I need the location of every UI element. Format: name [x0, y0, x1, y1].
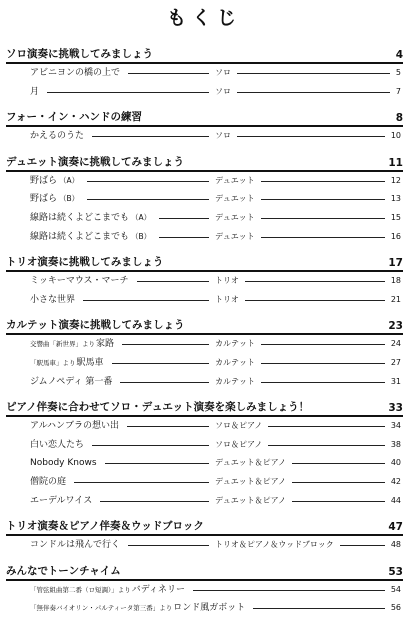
leader-line — [268, 426, 385, 427]
section-title: ピアノ伴奏に合わせてソロ・デュエット演奏を楽しみましょう！ — [6, 401, 310, 414]
leader-line — [128, 73, 209, 74]
toc-section — [0, 109, 409, 146]
toc-entry[interactable] — [0, 291, 409, 310]
entry-title — [30, 476, 66, 488]
section-heading[interactable] — [6, 317, 403, 335]
entry-page-number: 31 — [390, 376, 401, 386]
page-title: もくじ — [166, 7, 242, 29]
toc-entry[interactable] — [0, 473, 409, 492]
entry-title — [30, 193, 79, 205]
section-heading[interactable] — [6, 154, 403, 172]
entry-title-main: 白い恋人たち — [30, 439, 85, 450]
section-heading[interactable] — [6, 46, 403, 64]
section-page-number: 47 — [388, 521, 403, 534]
leader-line — [92, 136, 209, 137]
leader-line — [237, 136, 385, 137]
entry-title — [30, 86, 39, 98]
toc-entry[interactable] — [0, 599, 409, 618]
leader-line — [120, 382, 209, 383]
leader-line — [193, 590, 385, 591]
entry-title — [30, 584, 185, 596]
leader-line — [137, 281, 209, 282]
entry-title — [30, 275, 129, 287]
section-page-number: 53 — [388, 565, 403, 578]
toc-entry[interactable] — [0, 190, 409, 209]
leader-line — [74, 482, 209, 483]
entry-page-number: 42 — [390, 476, 401, 486]
entry-title — [30, 67, 120, 79]
leader-line — [122, 344, 209, 345]
section-page-number: 33 — [388, 402, 403, 415]
entry-title-suffix: （A） — [59, 175, 80, 185]
section-page-number: 4 — [395, 49, 403, 61]
entry-title-prefix: 「駅馬車」より — [30, 358, 76, 367]
entry-title-main: ロンド風ガボット — [173, 603, 246, 614]
section-title: トリオ演奏＆ピアノ伴奏＆ウッドブロック — [6, 520, 204, 533]
entry-type: デュエット＆ピアノ — [215, 476, 286, 486]
entry-type: カルテット — [215, 357, 255, 367]
leader-line — [159, 237, 209, 238]
entry-page-number: 7 — [395, 86, 401, 96]
entry-type: トリオ — [215, 294, 239, 304]
entry-title — [30, 130, 84, 142]
entry-page-number: 38 — [390, 439, 401, 449]
entry-type: ソロ — [215, 86, 231, 96]
section-page-number: 23 — [388, 320, 403, 333]
toc-section — [0, 254, 409, 309]
leader-line — [261, 344, 385, 345]
entry-type: デュエット＆ピアノ — [215, 458, 286, 468]
toc-section — [0, 46, 409, 101]
leader-line — [105, 463, 209, 464]
leader-line — [87, 199, 209, 200]
entry-page-number: 27 — [390, 357, 401, 367]
section-title: みんなでトーンチャイム — [6, 564, 121, 577]
entry-title — [30, 420, 119, 432]
section-heading[interactable] — [6, 109, 403, 127]
leader-line — [92, 445, 209, 446]
entry-title-main: コンドルは飛んで行く — [30, 540, 121, 551]
entry-title-main: 僧院の庭 — [30, 476, 67, 487]
entry-page-number: 15 — [390, 212, 401, 222]
leader-line — [261, 199, 385, 200]
entry-title-suffix: （B） — [131, 231, 152, 241]
section-title: デュエット演奏に挑戦してみましょう — [6, 155, 184, 168]
toc-entry[interactable] — [0, 209, 409, 228]
entry-title-main: かえるのうた — [30, 131, 85, 142]
entry-page-number: 12 — [390, 175, 401, 185]
leader-line — [340, 545, 385, 546]
entry-title-main: 野ばら — [30, 194, 58, 205]
entry-page-number: 18 — [390, 276, 401, 286]
entry-title-main: Nobody Knows — [30, 458, 97, 469]
toc-entry[interactable] — [0, 536, 409, 555]
entry-type: デュエット — [215, 212, 255, 222]
section-title: ソロ演奏に挑戦してみましょう — [6, 48, 153, 60]
toc-entry[interactable] — [0, 454, 409, 473]
entry-page-number: 48 — [390, 540, 401, 550]
toc-section — [0, 154, 409, 246]
entry-title — [30, 439, 84, 451]
entry-title-main: バディネリー — [131, 584, 186, 595]
entry-title — [30, 357, 104, 369]
entry-title-main: アビニヨンの橋の上で — [30, 68, 121, 78]
entry-title — [30, 539, 120, 551]
entry-title — [30, 338, 114, 350]
leader-line — [245, 300, 385, 301]
toc-entry[interactable] — [0, 354, 409, 373]
leader-line — [261, 363, 385, 364]
entry-page-number: 44 — [390, 495, 401, 505]
entry-title-main: 線路は続くよどこまでも — [30, 212, 130, 223]
entry-title-main: エーデルワイス — [30, 495, 93, 506]
entry-type: トリオ＆ピアノ＆ウッドブロック — [215, 540, 334, 550]
entry-type: トリオ — [215, 276, 239, 286]
leader-line — [261, 218, 385, 219]
leader-line — [159, 218, 209, 219]
entry-title — [30, 294, 75, 306]
section-heading[interactable] — [6, 399, 403, 417]
entry-type: デュエット — [215, 231, 255, 241]
entry-type: カルテット — [215, 376, 255, 386]
entry-title-main: 小さな世界 — [30, 294, 76, 305]
toc-section — [0, 399, 409, 510]
entry-title-prefix: 「無伴奏バイオリン・パルティータ第三番」より — [30, 604, 173, 613]
entry-type: カルテット — [215, 339, 255, 349]
toc-entry[interactable] — [0, 172, 409, 191]
leader-line — [261, 181, 385, 182]
entry-type: デュエット — [215, 194, 255, 204]
section-title: フォー・イン・ハンドの練習 — [6, 111, 142, 124]
leader-line — [83, 300, 209, 301]
entry-title — [30, 231, 151, 243]
section-heading[interactable] — [6, 563, 403, 581]
table-of-contents — [0, 46, 409, 626]
toc-entry[interactable] — [0, 228, 409, 247]
entry-title-main: 家路 — [96, 339, 115, 350]
entry-title — [30, 457, 97, 469]
entry-page-number: 34 — [390, 421, 401, 431]
toc-entry[interactable] — [0, 373, 409, 392]
entry-title-main: ミッキーマウス・マーチ — [30, 276, 129, 287]
entry-type: デュエット＆ピアノ — [215, 495, 286, 505]
leader-line — [253, 608, 385, 609]
toc-entry[interactable] — [0, 581, 409, 600]
section-page-number: 8 — [395, 112, 403, 125]
section-heading[interactable] — [6, 518, 403, 536]
entry-title-suffix: （B） — [59, 194, 80, 204]
toc-entry[interactable] — [0, 272, 409, 291]
entry-page-number: 56 — [390, 603, 401, 613]
section-page-number: 17 — [388, 257, 403, 270]
leader-line — [128, 545, 209, 546]
entry-title — [30, 175, 79, 187]
leader-line — [87, 181, 209, 182]
section-heading[interactable] — [6, 254, 403, 272]
toc-section — [0, 563, 409, 618]
entry-page-number: 24 — [390, 339, 401, 349]
entry-type: ソロ＆ピアノ — [215, 421, 263, 431]
toc-entry[interactable] — [0, 492, 409, 511]
entry-title-main: 野ばら — [30, 175, 58, 186]
entry-title-main: ジムノペディ 第一番 — [30, 376, 113, 387]
toc-section — [0, 317, 409, 391]
toc-entry[interactable] — [0, 127, 409, 146]
leader-line — [292, 501, 385, 502]
entry-page-number: 10 — [390, 131, 401, 141]
leader-line — [127, 426, 209, 427]
leader-line — [292, 463, 385, 464]
entry-title — [30, 602, 245, 614]
section-title: トリオ演奏に挑戦してみましょう — [6, 256, 164, 269]
toc-entry[interactable] — [0, 335, 409, 354]
entry-title-main: 月 — [30, 86, 40, 97]
entry-type: ソロ — [215, 68, 231, 77]
entry-title-prefix: 交響曲「新世界」より — [30, 340, 95, 349]
leader-line — [112, 363, 209, 364]
leader-line — [237, 92, 390, 93]
entry-title — [30, 212, 151, 224]
toc-section — [0, 518, 409, 555]
leader-line — [261, 237, 385, 238]
leader-line — [245, 281, 385, 282]
entry-page-number: 21 — [390, 294, 401, 304]
entry-title-main: 駅馬車 — [76, 357, 104, 368]
leader-line — [47, 92, 209, 93]
entry-title-suffix: （A） — [131, 212, 152, 222]
entry-title — [30, 495, 92, 507]
entry-title-prefix: 「管弦組曲第二番（ロ短調）」より — [30, 585, 131, 594]
entry-page-number: 16 — [390, 231, 401, 241]
entry-title — [30, 376, 112, 388]
section-title: カルテット演奏に挑戦してみましょう — [6, 319, 185, 332]
leader-line — [292, 482, 385, 483]
leader-line — [268, 445, 385, 446]
leader-line — [100, 501, 209, 502]
toc-entry[interactable] — [0, 83, 409, 102]
entry-title-main: アルハンブラの想い出 — [30, 421, 120, 432]
entry-type: ソロ — [215, 131, 231, 141]
entry-type: ソロ＆ピアノ — [215, 439, 263, 449]
section-page-number: 11 — [388, 156, 403, 169]
leader-line — [261, 382, 385, 383]
entry-page-number: 13 — [390, 194, 401, 204]
entry-title-main: 線路は続くよどこまでも — [30, 231, 130, 242]
entry-page-number: 5 — [395, 68, 401, 77]
entry-page-number: 40 — [390, 458, 401, 468]
toc-entry[interactable] — [0, 436, 409, 455]
entry-page-number: 54 — [390, 584, 401, 594]
toc-entry[interactable] — [0, 64, 409, 83]
toc-entry[interactable] — [0, 417, 409, 436]
leader-line — [237, 73, 390, 74]
entry-type: デュエット — [215, 175, 255, 185]
